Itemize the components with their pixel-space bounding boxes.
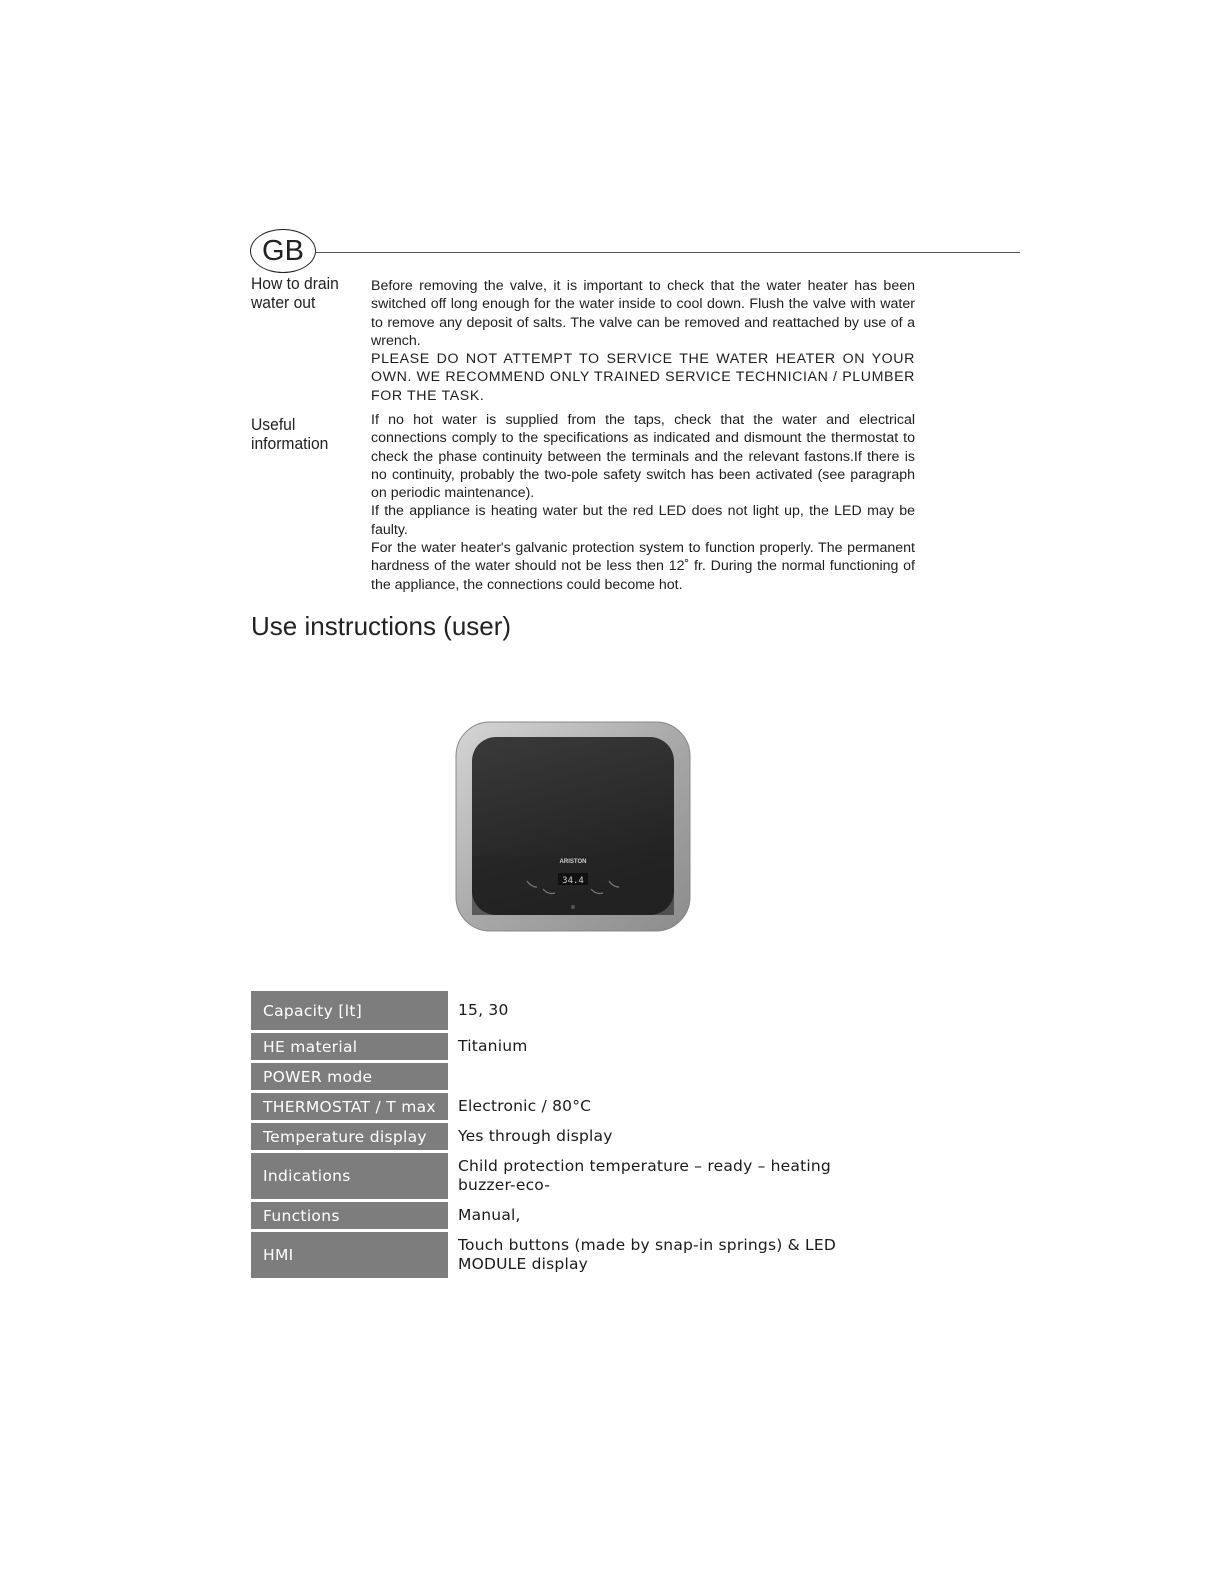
section-title-use-instructions: Use instructions (user) [251,611,512,641]
heading-how-to-drain: How to drain water out [251,274,339,312]
spec-value: 15, 30 [458,1001,509,1019]
spec-label: Functions [251,1202,448,1229]
spec-label: Indications [251,1153,448,1199]
spec-row-capacity [251,991,871,1030]
drain-warning: PLEASE DO NOT ATTEMPT TO SERVICE THE WATER HEATER ON YOUR OWN. WE RECOMMEND ONLY TRAINED SERVICE TECHNICIAN / PLUMBER FOR THE TASK. [371,351,915,404]
spec-label: HMI [251,1232,448,1278]
spec-value: Electronic / 80°C [458,1097,592,1115]
useful-text-block [371,411,915,594]
spec-value: Manual, [458,1206,521,1224]
heading-useful-information: Useful information [251,415,329,453]
spec-row-hmi [251,1232,871,1278]
spec-value: Child protection temperature – ready – heating buzzer-eco- [458,1157,831,1194]
spec-row-functions [251,1202,871,1229]
useful-paragraph-2: If the appliance is heating water but the red LED does not light up, the LED may be faulty. [371,503,915,538]
spec-table [251,991,871,1281]
spec-label: Temperature display [251,1123,448,1150]
spec-value: Yes through display [458,1127,613,1145]
language-badge [250,229,316,273]
spec-value: Touch buttons (made by snap-in springs) & LED MODULE display [458,1236,836,1273]
spec-row-thermostat [251,1093,871,1120]
spec-label: HE material [251,1033,448,1060]
spec-row-indications [251,1153,871,1199]
spec-value [448,1063,871,1090]
spec-value: Titanium [458,1037,528,1055]
water-heater-image [455,721,691,932]
language-code: GB [262,234,304,267]
useful-paragraph-3: For the water heater's galvanic protection system to function properly. The permanent hardness of the water should not be less then 12˚ fr. During the normal functioning of the appliance, the connections could become hot. [371,540,915,593]
drain-text-block [371,277,915,405]
spec-label: Capacity [lt] [251,991,448,1030]
spec-row-he-material [251,1033,871,1060]
display-readout: 34.4 [562,876,584,886]
brand-logo: ARISTON [559,859,587,865]
useful-paragraph-1: If no hot water is supplied from the taps, check that the water and electrical connections comply to the specifications as indicated and dismount the thermostat to check the phase continuity between the terminals and the relevant fastons.If there is no continuity, probably the two-pole safety switch has been activated (see paragraph on periodic maintenance). [371,412,915,502]
spec-row-temperature-display [251,1123,871,1150]
header-rule [316,252,1020,253]
spec-label: POWER mode [251,1063,448,1090]
spec-row-power-mode [251,1063,871,1090]
drain-paragraph: Before removing the valve, it is important to check that the water heater has been switched off long enough for the water inside to cool down. Flush the valve with water to remove any deposit of salts. The valve can be removed and reattached by use of a wrench. [371,278,915,349]
spec-label: THERMOSTAT / T max [251,1093,448,1120]
